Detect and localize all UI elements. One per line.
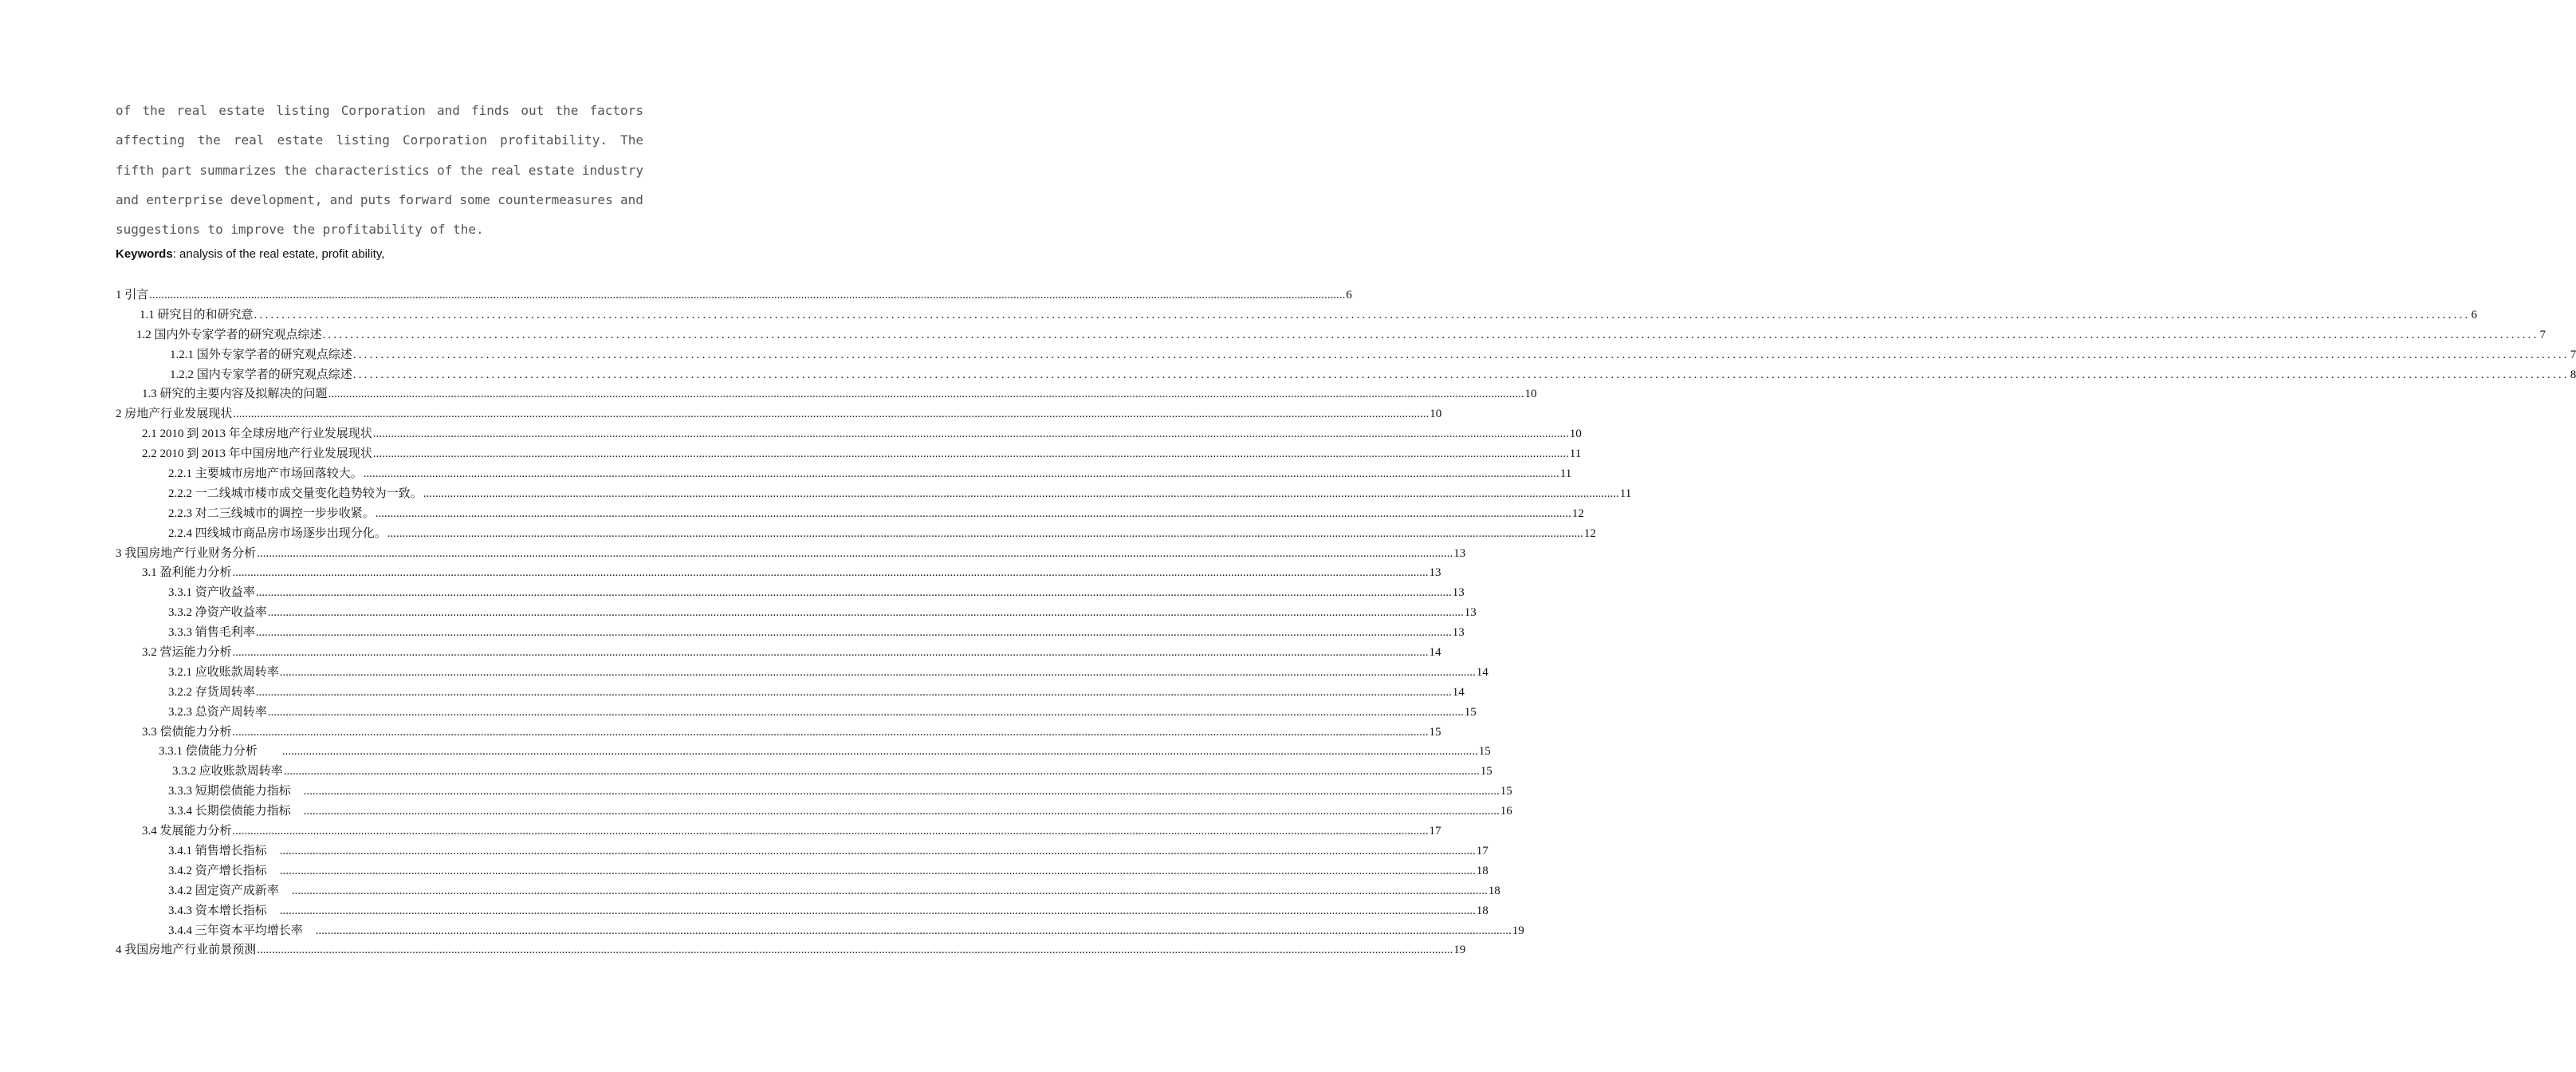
toc-page-number: 15 (1478, 745, 1491, 759)
abstract-word: and (619, 191, 643, 207)
abstract-word: the (142, 103, 166, 118)
toc-entry[interactable] (116, 881, 1500, 901)
toc-entry[interactable] (116, 484, 1632, 504)
toc-entry-title: 3.3.3 销售毛利率 (168, 626, 255, 640)
toc-page-number: 15 (1480, 765, 1493, 778)
toc-dot-leader: ................................................................................................................................................................................................................................................................................................................................................................................................................ (375, 506, 1571, 520)
toc-page-number: 7 (2570, 348, 2576, 361)
toc-page-number: 15 (1500, 785, 1512, 798)
toc-page-number: 10 (1430, 408, 1442, 421)
abstract-word: and (436, 103, 460, 118)
abstract-word: The (620, 132, 643, 148)
table-of-contents (116, 286, 2576, 960)
toc-entry-title: 1.2.1 国外专家学者的研究观点综述 (170, 348, 352, 361)
abstract-word: fifth (116, 162, 155, 178)
toc-page-number: 12 (1583, 526, 1596, 540)
toc-entry[interactable] (116, 683, 1465, 703)
toc-dot-leader: ................................................................................................................................................................................................................................................................................................................................................................................................................ (352, 348, 2570, 361)
toc-entry[interactable] (116, 345, 2576, 365)
toc-entry-title: 1.3 研究的主要内容及拟解决的问题 (142, 388, 328, 401)
abstract-word: Corporation (340, 103, 426, 118)
abstract-word: listing (336, 132, 390, 148)
toc-entry-title: 3.4.2 固定资产成新率 (168, 884, 291, 897)
toc-entry-title: 3.4 发展能力分析 (142, 825, 232, 838)
toc-entry[interactable] (116, 841, 1489, 861)
toc-dot-leader: ................................................................................................................................................................................................................................................................................................................................................................................................................ (423, 487, 1619, 500)
abstract-word: and (116, 191, 139, 207)
toc-entry-title: 1.1 研究目的和研究意 (140, 308, 254, 321)
toc-dot-leader: ................................................................................................................................................................................................................................................................................................................................................................................................................ (322, 328, 2539, 341)
abstract-word: estate (528, 162, 575, 178)
abstract-word: real (490, 162, 521, 178)
abstract-paragraph (116, 96, 643, 244)
toc-dot-leader: ................................................................................................................................................................................................................................................................................................................................................................................................................ (303, 785, 1500, 798)
abstract-word: factors (589, 103, 643, 118)
abstract-word: of (437, 162, 453, 178)
toc-dot-leader: ................................................................................................................................................................................................................................................................................................................................................................................................................ (372, 428, 1569, 441)
toc-entry-title: 3.3.2 净资产收益率 (168, 606, 267, 620)
abstract-word: profitability. (500, 132, 608, 148)
toc-dot-leader: ................................................................................................................................................................................................................................................................................................................................................................................................................ (303, 805, 1500, 818)
toc-page-number: 16 (1500, 805, 1512, 818)
abstract-word: the (292, 222, 316, 238)
toc-dot-leader: ................................................................................................................................................................................................................................................................................................................................................................................................................ (291, 884, 1488, 897)
abstract-word: development, (230, 191, 323, 207)
toc-page-number: 13 (1452, 586, 1465, 600)
toc-entry[interactable] (116, 703, 1477, 723)
abstract-word: real (176, 103, 208, 118)
abstract-word: some (459, 191, 490, 207)
toc-entry[interactable] (116, 404, 1442, 424)
toc-entry[interactable] (116, 723, 1441, 743)
toc-page-number: 13 (1429, 566, 1441, 580)
toc-entry[interactable] (116, 563, 1441, 583)
toc-entry-title: 3.4.4 三年资本平均增长率 (168, 924, 315, 937)
toc-entry-title: 3.2.1 应收账款周转率 (168, 665, 279, 679)
toc-entry[interactable] (116, 464, 1572, 484)
keywords-line (116, 247, 384, 261)
toc-page-number: 19 (1512, 924, 1524, 937)
toc-dot-leader: ................................................................................................................................................................................................................................................................................................................................................................................................................ (255, 626, 1452, 640)
toc-entry-title: 3.3 偿债能力分析 (142, 725, 232, 739)
toc-dot-leader: ................................................................................................................................................................................................................................................................................................................................................................................................................ (254, 308, 2471, 321)
toc-page-number: 7 (2539, 328, 2547, 341)
toc-entry[interactable] (116, 802, 1512, 822)
toc-dot-leader: ................................................................................................................................................................................................................................................................................................................................................................................................................ (267, 705, 1464, 719)
abstract-word: profitability (322, 222, 423, 238)
abstract-line (116, 185, 643, 215)
toc-dot-leader: ................................................................................................................................................................................................................................................................................................................................................................................................................ (257, 944, 1453, 957)
abstract-word: the (555, 103, 579, 118)
abstract-word: part (161, 162, 193, 178)
toc-entry[interactable] (116, 444, 1582, 464)
toc-entry-title: 3.2.2 存货周转率 (168, 685, 255, 699)
toc-page-number: 6 (1346, 289, 1352, 302)
toc-entry[interactable] (116, 325, 2547, 345)
toc-page-number: 10 (1524, 388, 1537, 401)
keywords-text: : analysis of the real estate, profit ability, (172, 247, 385, 261)
abstract-word: Corporation (403, 132, 487, 148)
toc-page-number: 13 (1464, 606, 1477, 620)
abstract-word: characteristics (314, 162, 430, 178)
toc-entry[interactable] (116, 742, 1491, 762)
toc-entry-title: 3.4.1 销售增长指标 (168, 844, 279, 857)
toc-entry-title: 4 我国房地产行业前景预测 (116, 944, 257, 957)
toc-entry[interactable] (116, 782, 1512, 802)
toc-page-number: 12 (1571, 506, 1584, 520)
toc-dot-leader: ................................................................................................................................................................................................................................................................................................................................................................................................................ (363, 467, 1559, 481)
keywords-label: Keywords (116, 247, 173, 261)
toc-entry-title: 3.4.2 资产增长指标 (168, 864, 279, 877)
abstract-word: the (197, 132, 221, 148)
toc-entry[interactable] (116, 663, 1489, 683)
toc-dot-leader: ................................................................................................................................................................................................................................................................................................................................................................................................................ (372, 447, 1569, 461)
toc-page-number: 17 (1429, 825, 1441, 838)
toc-entry-title: 3.4.3 资本增长指标 (168, 904, 279, 917)
toc-entry[interactable] (116, 822, 1441, 841)
toc-entry[interactable] (116, 504, 1584, 524)
toc-page-number: 6 (2471, 308, 2478, 321)
abstract-word: industry (581, 162, 643, 178)
toc-entry[interactable] (116, 286, 1352, 305)
toc-page-number: 13 (1452, 626, 1465, 640)
toc-entry-title: 3 我国房地产行业财务分析 (116, 546, 257, 560)
toc-entry[interactable] (116, 583, 1465, 603)
toc-dot-leader: ................................................................................................................................................................................................................................................................................................................................................................................................................ (387, 526, 1583, 540)
toc-dot-leader: ................................................................................................................................................................................................................................................................................................................................................................................................................ (352, 368, 2570, 381)
toc-entry-title: 3.3.3 短期偿债能力指标 (168, 785, 303, 798)
toc-entry-title: 1 引言 (116, 289, 149, 302)
toc-dot-leader: ................................................................................................................................................................................................................................................................................................................................................................................................................ (232, 725, 1429, 739)
abstract-word: and (329, 191, 353, 207)
toc-page-number: 14 (1476, 665, 1489, 679)
toc-dot-leader: ................................................................................................................................................................................................................................................................................................................................................................................................................ (255, 685, 1452, 699)
toc-entry[interactable] (116, 365, 2576, 385)
abstract-word: out (521, 103, 545, 118)
toc-entry[interactable] (116, 524, 1596, 544)
toc-page-number: 11 (1619, 487, 1632, 500)
abstract-line (116, 125, 643, 155)
toc-dot-leader: ................................................................................................................................................................................................................................................................................................................................................................................................................ (279, 844, 1476, 857)
toc-entry[interactable] (116, 940, 1466, 960)
toc-page-number: 11 (1559, 467, 1572, 481)
abstract-word: summarizes (199, 162, 277, 178)
abstract-word: puts (360, 191, 391, 207)
toc-entry[interactable] (116, 901, 1489, 921)
toc-dot-leader: ................................................................................................................................................................................................................................................................................................................................................................................................................ (255, 586, 1452, 600)
toc-entry-title: 2.1 2010 到 2013 年全球房地产行业发展现状 (142, 428, 372, 441)
toc-entry-title: 3.3.2 应收账款周转率 (172, 765, 283, 778)
toc-entry[interactable] (116, 921, 1524, 941)
toc-entry[interactable] (116, 762, 1493, 782)
toc-page-number: 18 (1476, 864, 1489, 877)
abstract-word: the (284, 162, 307, 178)
toc-dot-leader: ................................................................................................................................................................................................................................................................................................................................................................................................................ (232, 566, 1429, 580)
toc-page-number: 17 (1476, 844, 1489, 857)
toc-page-number: 15 (1464, 705, 1477, 719)
toc-entry-title: 1.2.2 国内专家学者的研究观点综述 (170, 368, 352, 381)
toc-dot-leader: ................................................................................................................................................................................................................................................................................................................................................................................................................ (279, 864, 1476, 877)
abstract-word: forward (398, 191, 453, 207)
abstract-word: estate (218, 103, 265, 118)
toc-dot-leader: ................................................................................................................................................................................................................................................................................................................................................................................................................ (232, 825, 1429, 838)
toc-entry[interactable] (116, 305, 2478, 325)
toc-page-number: 11 (1569, 447, 1582, 461)
toc-entry-title: 2.2 2010 到 2013 年中国房地产行业发展现状 (142, 447, 372, 461)
toc-entry[interactable] (116, 623, 1465, 643)
toc-entry[interactable] (116, 544, 1466, 564)
abstract-word: of (430, 222, 446, 238)
abstract-word: real (233, 132, 265, 148)
abstract-word: estate (277, 132, 324, 148)
abstract-word: enterprise (146, 191, 223, 207)
toc-entry-title: 3.3.1 偿债能力分析 (159, 745, 281, 759)
toc-dot-leader: ................................................................................................................................................................................................................................................................................................................................................................................................................ (279, 665, 1476, 679)
toc-dot-leader: ................................................................................................................................................................................................................................................................................................................................................................................................................ (283, 765, 1480, 778)
toc-entry[interactable] (116, 603, 1477, 623)
toc-dot-leader: ................................................................................................................................................................................................................................................................................................................................................................................................................ (315, 924, 1512, 937)
abstract-word: of (116, 103, 132, 118)
toc-entry-title: 2.2.4 四线城市商品房市场逐步出现分化。 (168, 526, 387, 540)
toc-entry-title: 3.2.3 总资产周转率 (168, 705, 267, 719)
toc-entry-title: 3.3.1 资产收益率 (168, 586, 255, 600)
toc-dot-leader: ................................................................................................................................................................................................................................................................................................................................................................................................................ (257, 546, 1453, 560)
toc-entry-title: 2.2.2 一二线城市楼市成交量变化趋势较为一致。 (168, 487, 423, 500)
toc-page-number: 13 (1453, 546, 1466, 560)
toc-entry[interactable] (116, 861, 1489, 881)
toc-page-number: 18 (1476, 904, 1489, 917)
toc-entry-title: 1.2 国内外专家学者的研究观点综述 (136, 328, 322, 341)
abstract-word: improve (230, 222, 285, 238)
abstract-word: the (459, 162, 483, 178)
toc-page-number: 15 (1429, 725, 1441, 739)
abstract-word: suggestions (116, 222, 200, 238)
toc-page-number: 8 (2570, 368, 2576, 381)
toc-entry-title: 3.2 营运能力分析 (142, 646, 232, 660)
toc-dot-leader: ................................................................................................................................................................................................................................................................................................................................................................................................................ (149, 289, 1346, 302)
toc-dot-leader: ................................................................................................................................................................................................................................................................................................................................................................................................................ (328, 388, 1524, 401)
abstract-line (116, 156, 643, 185)
abstract-word: finds (471, 103, 510, 118)
toc-page-number: 10 (1569, 428, 1582, 441)
toc-entry[interactable] (116, 643, 1441, 663)
toc-entry[interactable] (116, 384, 1537, 404)
toc-entry-title: 2.2.1 主要城市房地产市场回落较大。 (168, 467, 363, 481)
toc-page-number: 19 (1453, 944, 1466, 957)
toc-dot-leader: ................................................................................................................................................................................................................................................................................................................................................................................................................ (279, 904, 1476, 917)
abstract-word: listing (276, 103, 330, 118)
toc-dot-leader: ................................................................................................................................................................................................................................................................................................................................................................................................................ (232, 646, 1429, 660)
abstract-word: to (207, 222, 223, 238)
abstract-line (116, 96, 643, 125)
toc-entry-title: 2.2.3 对二三线城市的调控一步步收紧。 (168, 506, 375, 520)
abstract-word: affecting (116, 132, 185, 148)
toc-page-number: 14 (1452, 685, 1465, 699)
toc-page-number: 14 (1429, 646, 1441, 660)
abstract-word: the. (453, 222, 484, 238)
toc-entry-title: 3.1 盈利能力分析 (142, 566, 232, 580)
toc-page-number: 18 (1488, 884, 1500, 897)
abstract-line (116, 215, 643, 244)
toc-dot-leader: ................................................................................................................................................................................................................................................................................................................................................................................................................ (281, 745, 1478, 759)
toc-dot-leader: ................................................................................................................................................................................................................................................................................................................................................................................................................ (233, 408, 1430, 421)
toc-entry[interactable] (116, 424, 1582, 444)
toc-dot-leader: ................................................................................................................................................................................................................................................................................................................................................................................................................ (267, 606, 1464, 620)
abstract-word: countermeasures (498, 191, 613, 207)
toc-entry-title: 3.3.4 长期偿债能力指标 (168, 805, 303, 818)
toc-entry-title: 2 房地产行业发展现状 (116, 408, 233, 421)
